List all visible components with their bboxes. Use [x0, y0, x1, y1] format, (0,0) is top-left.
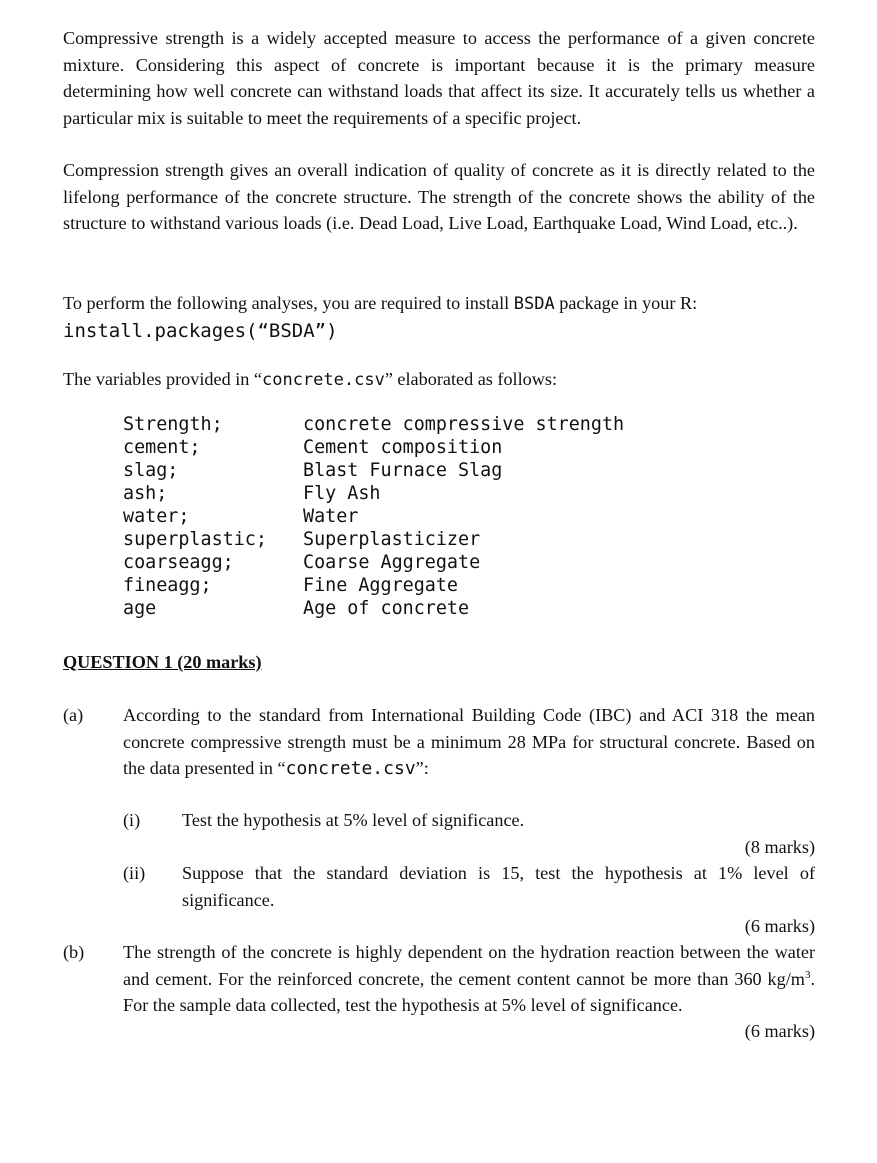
variable-desc: Cement composition — [303, 437, 503, 458]
variable-row — [123, 436, 624, 459]
question-title: QUESTION 1 (20 marks) — [63, 652, 262, 672]
variable-row — [123, 482, 624, 505]
intro-paragraph-1: Compressive strength is a widely accepted measure to access the performance of a given concrete mixture. Considering this aspect of concrete is important because it is the primary measure determining how well concrete can withstand loads that affect its size. It accurately tells us whether a particular mix is suitable to meet the requirements of a specific project. — [63, 28, 815, 128]
variable-name: slag; — [123, 460, 179, 481]
part-a-text-prefix: According to the standard from International Building Code (IBC) and ACI 318 the mean concrete compressive strength must be a minimum 28 MPa for structural concrete. Based on the data presented in “ — [123, 705, 815, 778]
part-a-i-label: (i) — [123, 810, 141, 830]
part-a-i-marks: (8 marks) — [744, 837, 815, 857]
install-instruction — [63, 290, 815, 344]
variable-name: water; — [123, 506, 190, 527]
variable-desc: Superplasticizer — [303, 529, 481, 550]
part-a-filename: concrete.csv — [285, 758, 416, 779]
part-a-i-text: Test the hypothesis at 5% level of significance. — [182, 810, 525, 830]
variable-desc: Water — [303, 506, 359, 527]
variables-intro-prefix: The variables provided in “ — [63, 369, 262, 389]
variable-name: Strength; — [123, 414, 223, 435]
part-b-text — [123, 939, 815, 1019]
part-b-superscript: 3 — [804, 968, 811, 981]
part-a-ii-label: (ii) — [123, 863, 146, 883]
part-b-text-suffix: . For the sample data collected, test the hypothesis at 5% level of significance. — [123, 968, 815, 1015]
install-text-prefix: To perform the following analyses, you are required to install — [63, 293, 514, 313]
variable-desc: Age of concrete — [303, 598, 470, 619]
part-a-ii-text: Suppose that the standard deviation is 15, test the hypothesis at 1% level of significance. — [182, 863, 815, 910]
part-a-label: (a) — [63, 705, 84, 725]
variable-row — [123, 413, 624, 436]
part-a-text-suffix: ”: — [415, 758, 429, 778]
variable-name: fineagg; — [123, 575, 212, 596]
variable-desc: Coarse Aggregate — [303, 552, 481, 573]
variables-intro-suffix: ” elaborated as follows: — [384, 369, 558, 389]
package-name: BSDA — [513, 294, 555, 314]
variable-desc: Fine Aggregate — [303, 575, 459, 596]
variable-name: superplastic; — [123, 529, 267, 550]
variables-list — [123, 413, 624, 620]
variable-desc: Fly Ash — [303, 483, 381, 504]
install-text-suffix: package in your R: — [554, 293, 698, 313]
variable-row — [123, 597, 624, 620]
variable-desc: Blast Furnace Slag — [303, 460, 503, 481]
variable-row — [123, 574, 624, 597]
variable-name: cement; — [123, 437, 201, 458]
part-b-label: (b) — [63, 942, 85, 962]
part-a-text — [123, 702, 815, 783]
csv-filename: concrete.csv — [261, 370, 385, 390]
variables-intro — [63, 366, 815, 394]
part-a-ii-marks: (6 marks) — [744, 916, 815, 936]
install-command: install.packages(“BSDA”) — [63, 319, 338, 342]
variable-row — [123, 528, 624, 551]
part-b-marks: (6 marks) — [744, 1021, 815, 1041]
variable-desc: concrete compressive strength — [303, 414, 625, 435]
part-b-text-prefix: The strength of the concrete is highly dependent on the hydration reaction between the water and cement. For the reinforced concrete, the cement content cannot be more than 360 kg/m — [123, 942, 815, 989]
intro-paragraph-2: Compression strength gives an overall indication of quality of concrete as it is directly related to the lifelong performance of the concrete structure. The strength of the concrete shows the ability of the structure to withstand various loads (i.e. Dead Load, Live Load, Earthquake Load, Wind Load, etc..). — [63, 160, 815, 233]
variable-name: age — [123, 598, 157, 619]
variable-row — [123, 505, 624, 528]
variable-row — [123, 551, 624, 574]
variable-name: coarseagg; — [123, 552, 234, 573]
variable-row — [123, 459, 624, 482]
variable-name: ash; — [123, 483, 168, 504]
